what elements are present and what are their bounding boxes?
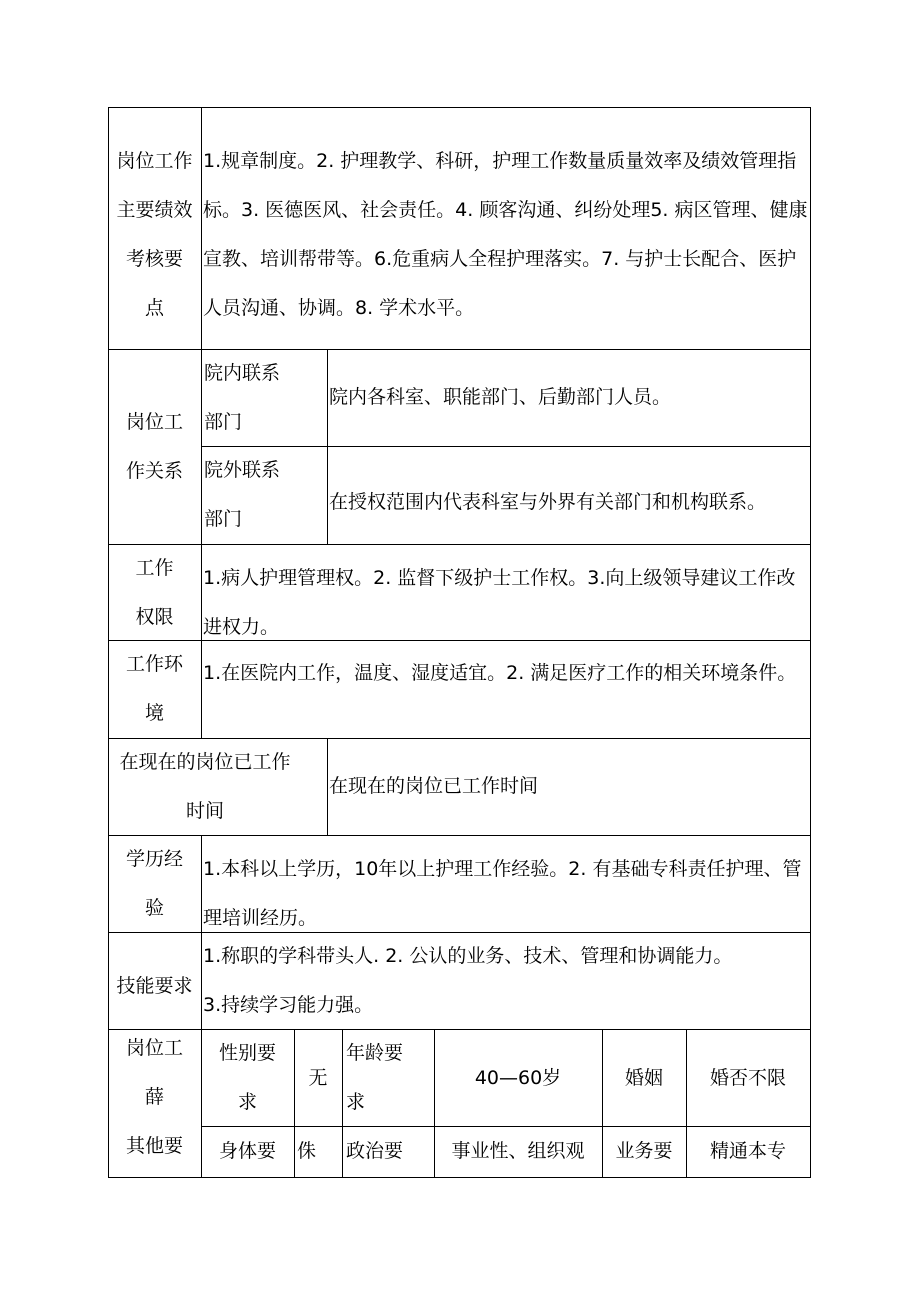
- external-contact-label: 院外联系 部门: [204, 459, 281, 530]
- relations-label: 岗位工 作关系: [125, 411, 183, 482]
- performance-label: 岗位工作 主要绩效 考核要 点: [116, 150, 193, 319]
- tenure-text: 在现在的岗位已工作时间: [329, 775, 539, 797]
- table-line: [327, 738, 328, 835]
- gender-value: 无: [308, 1067, 328, 1089]
- tenure-label: 在现在的岗位已工作 时间: [119, 751, 291, 822]
- gender-label: 性别要 求: [218, 1042, 276, 1113]
- external-contact-text: 在授权范围内代表科室与外界有关部门和机构联系。: [329, 491, 767, 513]
- politics-value: 事业性、组织观: [451, 1140, 585, 1162]
- table-line: [108, 107, 811, 108]
- marriage-label: 婚姻: [624, 1067, 663, 1089]
- table-line: [201, 107, 202, 738]
- table-line: [810, 107, 811, 1178]
- skills-text: 1.称职的学科带头人. 2. 公认的业务、技术、管理和协调能力。 3.持续学习能力强。: [203, 945, 733, 1016]
- authority-text: 1.病人护理管理权。2. 监督下级护士工作权。3.向上级领导建议工作改进权力。: [203, 567, 796, 638]
- environment-label: 工作环 境: [125, 653, 183, 724]
- internal-contact-label: 院内联系 部门: [204, 362, 281, 433]
- environment-text: 1.在医院内工作，温度、湿度适宜。2. 满足医疗工作的相关环境条件。: [203, 662, 797, 684]
- age-label: 年龄要 求: [346, 1042, 404, 1113]
- internal-contact-text: 院内各科室、职能部门、后勤部门人员。: [329, 386, 672, 408]
- skills-label: 技能要求: [116, 975, 193, 997]
- performance-text: 1.规章制度。2. 护理教学、科研，护理工作数量质量效率及绩效管理指标。3. 医德医风、社会责任。4. 顾客沟通、纠纷处理5. 病区管理、健康宣教、培训帮带等。6.危重病人全程护理落实。7. 与护士长配合、医护人员沟通、协调。8. 学术水平。: [203, 150, 808, 319]
- other-requirements-label: 岗位工 薛 其他要: [125, 1037, 183, 1157]
- table-line: [294, 1029, 295, 1178]
- table-line: [108, 544, 811, 545]
- table-line: [342, 1029, 343, 1178]
- business-value: 精通本专: [709, 1140, 786, 1162]
- education-label: 学历经 验: [125, 848, 183, 919]
- education-text: 1.本科以上学历，10年以上护理工作经验。2. 有基础专科责任护理、管理培训经历。: [203, 858, 802, 929]
- age-value: 40—60岁: [474, 1067, 562, 1089]
- politics-label: 政治要: [346, 1140, 404, 1162]
- business-label: 业务要: [615, 1140, 673, 1162]
- table-line: [327, 349, 328, 544]
- table-line: [108, 1177, 811, 1178]
- authority-label: 工作 权限: [135, 557, 174, 628]
- marriage-value: 婚否不限: [709, 1067, 786, 1089]
- body-label: 身体要: [218, 1140, 276, 1162]
- body-value: 侏: [297, 1140, 317, 1162]
